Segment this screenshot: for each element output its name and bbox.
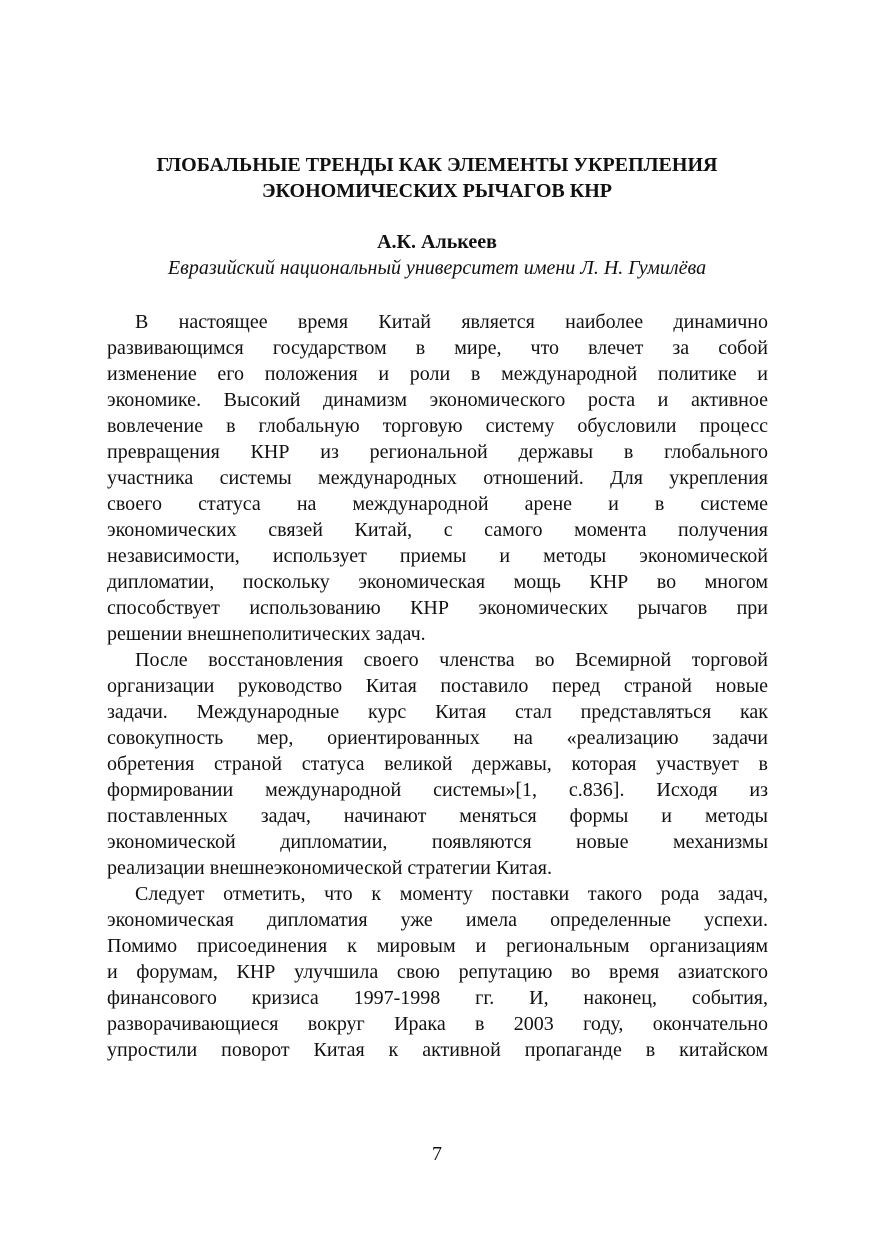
page-number: 7 xyxy=(432,1143,442,1165)
article-body xyxy=(107,309,768,1063)
text-line: обретения страной статуса великой державы, которая участвует в xyxy=(107,753,768,775)
text-line: Следует отметить, что к моменту поставки такого рода задач, xyxy=(135,883,768,905)
text-line: После восстановления своего членства во Всемирной торговой xyxy=(135,649,768,671)
author-name: А.К. Алькеев xyxy=(377,231,497,253)
text-line: разворачивающиеся вокруг Ирака в 2003 году, окончательно xyxy=(107,1013,768,1035)
text-line: независимости, использует приемы и методы экономической xyxy=(107,545,768,567)
text-line: превращения КНР из региональной державы в глобального xyxy=(107,441,768,463)
article-title xyxy=(100,152,774,204)
text-line: упростили поворот Китая к активной пропаганде в китайском xyxy=(107,1039,768,1061)
text-line: организации руководство Китая поставило перед страной новые xyxy=(107,675,768,697)
text-line: экономическая дипломатия уже имела определенные успехи. xyxy=(107,909,768,931)
text-line: экономических связей Китай, с самого момента получения xyxy=(107,519,768,541)
text-line: экономической дипломатии, появляются новые механизмы xyxy=(107,831,768,853)
text-line: и форумам, КНР улучшила свою репутацию во время азиатского xyxy=(107,961,768,983)
author-affiliation: Евразийский национальный университет имени Л. Н. Гумилёва xyxy=(167,257,707,279)
text-line: решении внешнеполитических задач. xyxy=(107,623,426,645)
paragraph xyxy=(107,309,768,647)
text-line: развивающимся государством в мире, что влечет за собой xyxy=(107,337,768,359)
text-line: способствует использованию КНР экономических рычагов при xyxy=(107,597,768,619)
paragraph xyxy=(107,881,768,1063)
title-line-1: ГЛОБАЛЬНЫЕ ТРЕНДЫ КАК ЭЛЕМЕНТЫ УКРЕПЛЕНИЯ xyxy=(156,154,718,176)
text-line: задачи. Международные курс Китая стал представляться как xyxy=(107,701,768,723)
paragraph xyxy=(107,647,768,881)
text-line: вовлечение в глобальную торговую систему обусловили процесс xyxy=(107,415,768,437)
text-line: реализации внешнеэкономической стратегии Китая. xyxy=(107,857,552,879)
text-line: поставленных задач, начинают меняться формы и методы xyxy=(107,805,768,827)
text-line: экономике. Высокий динамизм экономического роста и активное xyxy=(107,389,768,411)
text-line: изменение его положения и роли в международной политике и xyxy=(107,363,768,385)
text-line: В настоящее время Китай является наиболее динамично xyxy=(135,311,768,333)
text-line: участника системы международных отношений. Для укрепления xyxy=(107,467,768,489)
text-line: дипломатии, поскольку экономическая мощь КНР во многом xyxy=(107,571,768,593)
text-line: финансового кризиса 1997-1998 гг. И, наконец, события, xyxy=(107,987,768,1009)
text-line: своего статуса на международной арене и в системе xyxy=(107,493,768,515)
text-line: формировании международной системы»[1, с.836]. Исходя из xyxy=(107,779,768,801)
text-line: Помимо присоединения к мировым и региональным организациям xyxy=(107,935,768,957)
text-line: совокупность мер, ориентированных на «реализацию задачи xyxy=(107,727,768,749)
title-line-2: ЭКОНОМИЧЕСКИХ РЫЧАГОВ КНР xyxy=(261,180,612,202)
